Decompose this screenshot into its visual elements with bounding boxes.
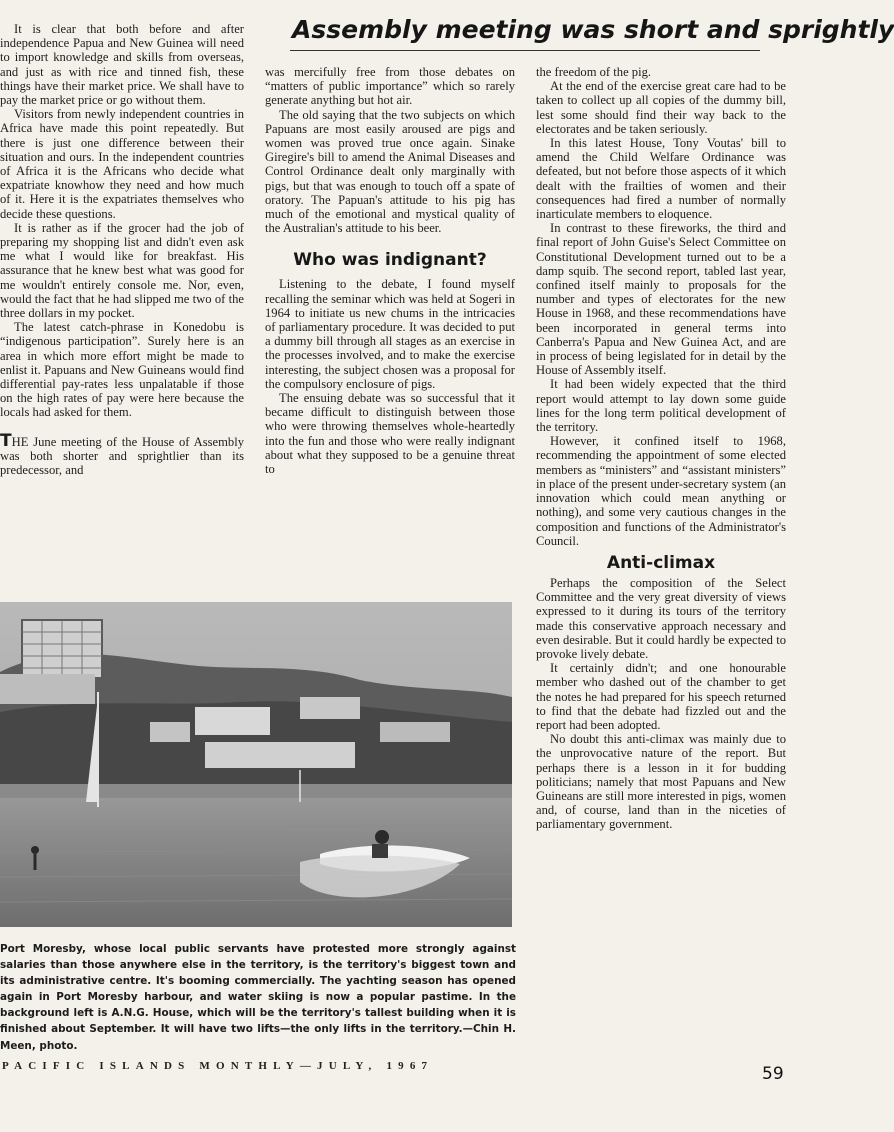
lead-text: HE June meeting of the House of Assembly was both shorter and sprightlier than its predecessor, and xyxy=(0,434,244,478)
col1-lead-paragraph xyxy=(0,430,244,478)
col2-paragraph: Listening to the debate, I found myself recalling the seminar which was held at Sogeri in 1964 to initiate us new chums in the intricacies of parliamentary procedure. It was decided to put a dummy bill through all stages as an exercise in the processes involved, and to make the exercise interesting, the subject chosen was a proposal for the compulsory enclosure of pigs. xyxy=(265,277,515,391)
col3-paragraph: However, it confined itself to 1968, recommending the appointment of some elected members as “ministers” and “assistant ministers” in place of the present under-secretary system (an innovation which could mean anything or nothing), and some very cautious changes in the composition and functions of the Administrator's Council. xyxy=(536,434,786,548)
col3-paragraph: It certainly didn't; and one honourable member who dashed out of the chamber to get the notes he had prepared for his speech returned to find that the debate had fizzled out and the report had been adopted. xyxy=(536,661,786,732)
col3-paragraph: It had been widely expected that the third report would attempt to lay down some guide lines for the long term political development of the territory. xyxy=(536,377,786,435)
article-headline: Assembly meeting was short and sprightly xyxy=(292,15,894,44)
col3-paragraph: No doubt this anti-climax was mainly due to the unprovocative nature of the report. But perhaps there is a lesson in it for budding politicians; namely that most Papuans and New Guineans are still more interested in pigs, women and, of course, land than in the niceties of parliamentary government. xyxy=(536,732,786,832)
subhead-who-was-indignant: Who was indignant? xyxy=(293,250,487,271)
col2-paragraph: was mercifully free from those debates on “matters of public importance” which so rarely generate anything but hot air. xyxy=(265,65,515,108)
col1-paragraph: It is clear that both before and after independence Papua and New Guinea will need to import knowledge and skills from overseas, and just as with rice and tinned fish, these things have their market price. We shall have to pay the market price or go without them. xyxy=(0,22,244,108)
drop-cap: T xyxy=(0,430,12,451)
column-3 xyxy=(536,65,786,1050)
column-1 xyxy=(0,22,244,594)
harbour-photo xyxy=(0,602,512,927)
col3-paragraph: the freedom of the pig. xyxy=(536,65,652,79)
headline-rule xyxy=(290,50,760,51)
publication-footer: PACIFIC ISLANDS MONTHLY—JULY, 1967 xyxy=(2,1060,434,1072)
column-2 xyxy=(265,65,515,595)
col1-paragraph: The latest catch-phrase in Konedobu is “indigenous participation”. Surely here is an area in which more effort might be made to enlist it. Papuans and New Guineans would find differential pay-rates less unpalatable if those on the high rates of pay were here because the locals had asked for them. xyxy=(0,320,244,420)
col1-paragraph: It is rather as if the grocer had the job of preparing my shopping list and didn't even ask me what I would like for breakfast. His assurance that he knew best what was good for me wouldn't entirely console me. Nor, even, would the fact that he had slipped me two of the three dollars in my pocket. xyxy=(0,220,244,321)
col2-paragraph: The ensuing debate was so successful that it became difficult to distinguish between those who were throwing themselves whole-heartedly into the fun and those who were really indignant about what they supposed to be a genuine threat to xyxy=(265,391,515,477)
subhead-anti-climax: Anti-climax xyxy=(606,552,716,573)
page-number: 59 xyxy=(762,1064,784,1084)
col3-paragraph: In this latest House, Tony Voutas' bill to amend the Child Welfare Ordinance was defeated, but not before those aspects of it which dealt with the frailties of women and their consequences had fired a number of normally inarticulate members to eloquence. xyxy=(536,136,786,222)
col2-paragraph: The old saying that the two subjects on which Papuans are most easily aroused are pigs and women was proved true once again. Sinake Giregire's bill to amend the Animal Diseases and Control Ordinance dealt only marginally with pigs, but that was enough to touch off a spate of oratory. The Papuan's attitude to his pig has much of the emotional and mystical quality of the Australian's attitude to his beer. xyxy=(265,107,515,236)
col3-paragraph: Perhaps the composition of the Select Committee and the very great diversity of views expressed to it during its tours of the territory made this conservative approach necessary and even desirable. But it could hardly be expected to provoke lively debate. xyxy=(536,575,786,661)
col1-paragraph: Visitors from newly independent countries in Africa have made this point repeatedly. But there is just one difference between their situation and ours. In the independent countries of Africa it is the Africans who decide what expatriate knowhow they need and how much of it. Here it is the expatriates themselves who decide these questions. xyxy=(0,107,244,221)
harbour-photo-image xyxy=(0,602,512,927)
col3-paragraph: At the end of the exercise great care had to be taken to collect up all copies of the dummy bill, lest some should find their way back to the electorates and be taken seriously. xyxy=(536,79,786,136)
photo-caption: Port Moresby, whose local public servants have protested more strongly against salaries than those anywhere else in the territory, is the territory's biggest town and its administrative centre. It's booming commercially. The yachting season has opened again in Port Moresby harbour, and water skiing is now a popular pastime. In the background left is A.N.G. House, which will be the territory's tallest building when it is finished about September. It will have two lifts—the only lifts in the territory.—Chin H. Meen, photo. xyxy=(0,943,516,1052)
col3-paragraph: In contrast to these fireworks, the third and final report of John Guise's Select Committee on Constitutional Development turned out to be a damp squib. The second report, tabled last year, confined itself mainly to proposals for the number and types of electorates for the new House in 1968, and these recommendations have been incorporated in general terms into Canberra's Papua and New Guinea Act, and are in process of being legislated for in detail by the House of Assembly itself. xyxy=(536,221,786,378)
